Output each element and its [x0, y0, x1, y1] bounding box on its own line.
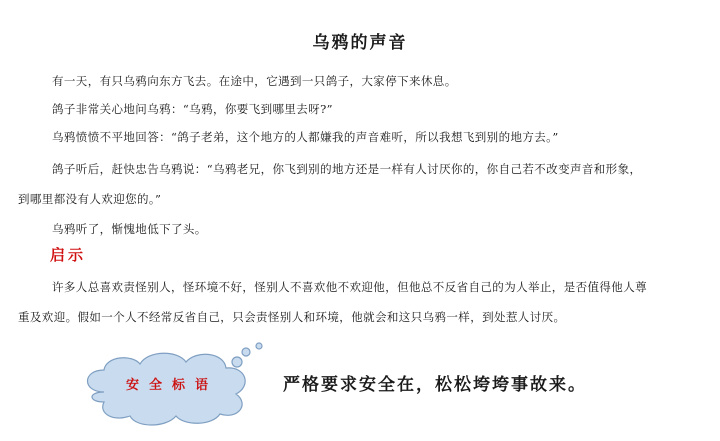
story-paragraph-2: 鸽子非常关心地问乌鸦：“乌鸦，你要飞到哪里去呀?” — [52, 102, 333, 116]
safety-slogan: 严格要求安全在，松松垮垮事故来。 — [283, 375, 587, 395]
moral-heading: 启示 — [50, 246, 87, 264]
story-paragraph-4: 鸽子听后，赶快忠告乌鸦说：“乌鸦老兄，你飞到别的地方还是一样有人讨厌你的，你自己若不改变声音和形象， — [52, 162, 642, 176]
moral-line-2: 重及欢迎。假如一个人不经常反省自己，只会责怪别人和环境，他就会和这只乌鸦一样，到处惹人讨厌。 — [18, 310, 566, 324]
moral-line-1: 许多人总喜欢责怪别人，怪环境不好，怪别人不喜欢他不欢迎他，但他总不反省自己的为人举止，是否值得他人尊 — [52, 280, 647, 294]
safety-cloud-callout — [74, 340, 274, 430]
story-paragraph-4-continued: 到哪里都没有人欢迎您的。” — [18, 192, 162, 206]
story-title: 乌鸦的声音 — [312, 33, 408, 53]
story-paragraph-3: 乌鸦愤愤不平地回答：“鸽子老弟，这个地方的人都嫌我的声音难听，所以我想飞到别的地方去。” — [52, 130, 559, 144]
story-paragraph-5: 乌鸦听了，惭愧地低下了头。 — [52, 222, 207, 236]
safety-cloud-label: 安全标语 — [126, 378, 219, 393]
story-paragraph-1: 有一天，有只乌鸦向东方飞去。在途中，它遇到一只鸽子，大家停下来休息。 — [52, 74, 457, 88]
